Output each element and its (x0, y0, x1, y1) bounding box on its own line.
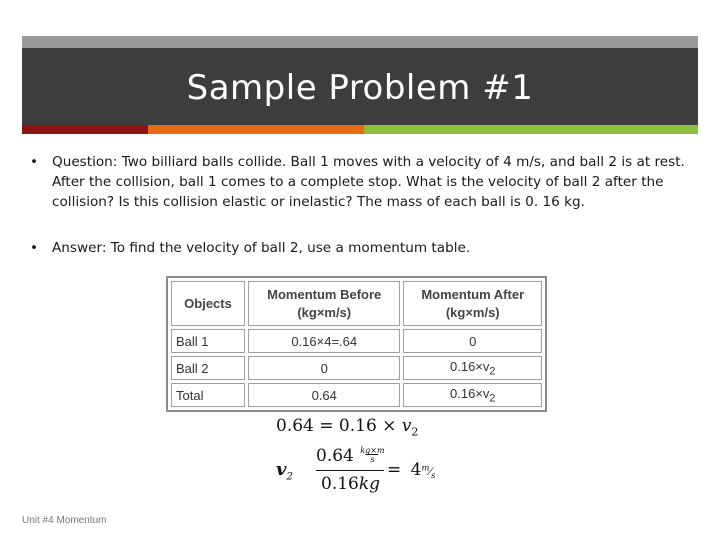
question-text: Question: Two billiard balls collide. Ball 1 moves with a velocity of 4 m/s, and ball 2 is at rest. After the collision, ball 1 comes to a complete stop. What is the velocity of ball 2 after the collision? Is this collision elastic or inelastic? The mass of each ball is 0. 16 kg. (52, 154, 685, 210)
eq2-result-value: 4 (410, 460, 422, 480)
table-row (171, 383, 542, 407)
eq2-lhs-sub: 2 (286, 471, 293, 483)
eq2-result-unit-top: m (421, 462, 430, 473)
eq2-denominator (321, 474, 380, 494)
eq1-var: v (401, 416, 412, 436)
fraction-bar (316, 470, 384, 471)
header-objects (171, 281, 245, 326)
cell-after-base: 0.16×v (450, 385, 490, 401)
table-header-row (171, 281, 542, 326)
header-after-label: Momentum After (421, 286, 525, 302)
eq2-num-unit (360, 446, 384, 464)
top-accent-bar (22, 36, 698, 48)
slide-header (22, 48, 698, 125)
eq2-den-unit: kg (358, 474, 381, 494)
cell-before: 0.16×4=.64 (248, 329, 400, 353)
cell-before: 0.64 (248, 383, 400, 407)
cell-after-sub: 2 (489, 365, 496, 378)
momentum-table (166, 276, 547, 412)
bullet-answer (30, 238, 698, 258)
bullet-question (30, 152, 698, 212)
stripe-red (22, 125, 148, 134)
slide-title: Sample Problem #1 (186, 68, 534, 108)
cell-after (403, 356, 542, 380)
cell-object: Total (171, 383, 245, 407)
cell-after (403, 383, 542, 407)
cell-after-base: 0.16×v (450, 358, 490, 374)
bullet-marker: • (30, 154, 39, 170)
cell-after: 0 (403, 329, 542, 353)
header-before-unit: (kg×m/s) (297, 304, 352, 320)
eq2-result (387, 460, 435, 480)
eq1-left: 0.64 = 0.16 × (276, 416, 402, 436)
eq2-result-unit-bottom: s (431, 470, 436, 480)
header-before-label: Momentum Before (267, 286, 382, 302)
stripe-green (364, 125, 698, 134)
eq2-equals: = (387, 460, 402, 480)
eq2-num-unit-top: kg×m (360, 446, 385, 455)
header-momentum-before (248, 281, 400, 326)
color-stripe-bar (22, 125, 698, 134)
cell-before: 0 (248, 356, 400, 380)
cell-after-sub: 2 (489, 392, 496, 405)
eq2-numerator (316, 446, 385, 466)
eq1-sub: 2 (411, 425, 419, 439)
table-row (171, 356, 542, 380)
eq2-lhs-var: v (276, 459, 287, 480)
eq2-num-unit-bottom: s (366, 454, 378, 464)
eq2-lhs (276, 459, 293, 483)
header-objects-label: Objects (184, 295, 232, 311)
header-momentum-after (403, 281, 542, 326)
bullet-marker: • (30, 240, 39, 256)
answer-text: Answer: To find the velocity of ball 2, use a momentum table. (52, 240, 471, 256)
cell-object: Ball 2 (171, 356, 245, 380)
eq2-result-unit: $^m⁄_s$ (421, 462, 436, 480)
header-after-unit: (kg×m/s) (445, 304, 500, 320)
equation-velocity-solution (276, 446, 456, 498)
stripe-orange (148, 125, 364, 134)
eq2-num-value: 0.64 (316, 446, 354, 466)
table-row (171, 329, 542, 353)
cell-object: Ball 1 (171, 329, 245, 353)
equation-momentum-balance (276, 416, 418, 438)
slide-footer: Unit #4 Momentum (22, 515, 107, 526)
eq2-den-value: 0.16 (321, 474, 359, 494)
